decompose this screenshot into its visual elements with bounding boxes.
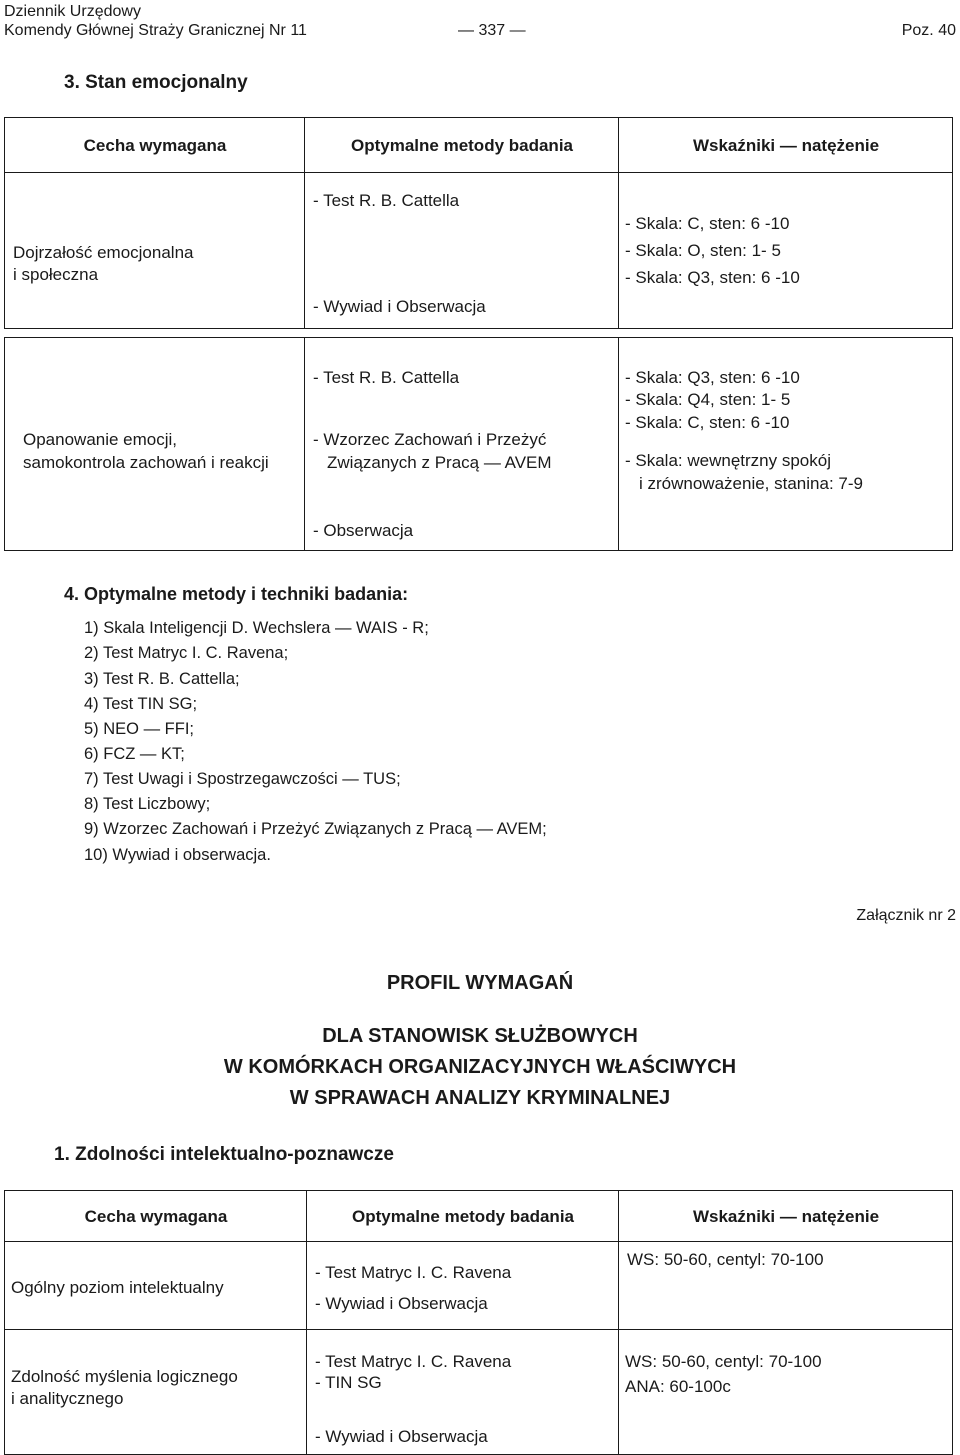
- method-item: - Wywiad i Obserwacja: [315, 1294, 488, 1313]
- list-item: 2) Test Matryc I. C. Ravena;: [84, 644, 289, 662]
- method-item: - Test R. B. Cattella: [313, 191, 460, 210]
- indicator-item: - Skala: Q3, sten: 6 -10: [625, 268, 800, 287]
- indicator-item: i zrównoważenie, stanina: 7-9: [639, 474, 863, 493]
- indicator-item: - Skala: C, sten: 6 -10: [625, 413, 790, 432]
- trait-label: i analitycznego: [11, 1389, 124, 1408]
- section-3-table: [4, 117, 953, 551]
- table-header-row: [5, 118, 953, 173]
- indicator-item: - Skala: Q4, sten: 1- 5: [625, 390, 791, 409]
- indicator-item: - Skala: Q3, sten: 6 -10: [625, 368, 800, 387]
- section-3-title: 3. Stan emocjonalny: [64, 72, 248, 93]
- list-item: 8) Test Liczbowy;: [84, 795, 211, 813]
- trait-label: Zdolność myślenia logicznego: [11, 1367, 238, 1386]
- trait-label: samokontrola zachowań i reakcji: [23, 453, 269, 472]
- trait-label: Opanowanie emocji,: [23, 430, 178, 449]
- list-item: 7) Test Uwagi i Spostrzegawczości — TUS;: [84, 770, 401, 788]
- document-subtitle: W KOMÓRKACH ORGANIZACYJNYCH WŁAŚCIWYCH: [223, 1056, 737, 1078]
- trait-label: Dojrzałość emocjonalna: [13, 243, 194, 262]
- method-item: - Obserwacja: [313, 521, 414, 540]
- list-item: 10) Wywiad i obserwacja.: [84, 846, 271, 864]
- document-subtitle: DLA STANOWISK SŁUŻBOWYCH: [322, 1025, 638, 1047]
- indicator-item: - Skala: wewnętrzny spokój: [625, 451, 831, 470]
- list-item: 1) Skala Inteligencji D. Wechslera — WAIS - R;: [84, 619, 429, 637]
- trait-label: i społeczna: [13, 265, 99, 284]
- trait-label: Ogólny poziom intelektualny: [11, 1278, 224, 1297]
- document-title: PROFIL WYMAGAŃ: [386, 972, 574, 994]
- indicator-item: - Skala: O, sten: 1- 5: [625, 241, 781, 260]
- section-1-table: [4, 1190, 953, 1455]
- indicator-item: - Skala: C, sten: 6 -10: [625, 214, 790, 233]
- indicator-item: WS: 50-60, centyl: 70-100: [627, 1250, 824, 1269]
- method-item: - Wywiad i Obserwacja: [315, 1427, 488, 1446]
- list-item: 6) FCZ — KT;: [84, 745, 185, 763]
- journal-name: Dziennik Urzędowy: [4, 3, 141, 20]
- table-header-row: [5, 1191, 953, 1242]
- method-item: - TIN SG: [315, 1373, 382, 1392]
- method-item: - Test R. B. Cattella: [313, 368, 460, 387]
- column-header: Optymalne metody badania: [351, 136, 573, 155]
- table-spacer-row: [5, 329, 953, 338]
- table-row: [5, 1242, 953, 1330]
- method-item: - Test Matryc I. C. Ravena: [315, 1263, 512, 1282]
- column-header: Optymalne metody badania: [352, 1207, 574, 1226]
- indicator-item: WS: 50-60, centyl: 70-100: [625, 1352, 822, 1371]
- indicator-item: ANA: 60-100c: [625, 1377, 731, 1396]
- column-header: Wskaźniki — natężenie: [692, 1207, 880, 1226]
- table-row: [5, 1330, 953, 1455]
- issuer-line: Komendy Głównej Straży Granicznej Nr 11: [4, 22, 307, 39]
- table-row: [5, 173, 953, 329]
- annex-label: Załącznik nr 2: [856, 907, 956, 924]
- table-row: [5, 338, 953, 551]
- list-item: 9) Wzorzec Zachowań i Przeżyć Związanych z Pracą — AVEM;: [84, 820, 547, 838]
- column-header: Wskaźniki — natężenie: [692, 136, 880, 155]
- column-header: Cecha wymagana: [83, 136, 227, 155]
- column-header: Cecha wymagana: [84, 1207, 228, 1226]
- page-number: — 337 —: [458, 22, 526, 39]
- section-4-title: 4. Optymalne metody i techniki badania:: [64, 584, 409, 604]
- position-number: Poz. 40: [901, 22, 956, 39]
- list-item: 5) NEO — FFI;: [84, 720, 195, 738]
- document-subtitle: W SPRAWACH ANALIZY KRYMINALNEJ: [289, 1087, 671, 1109]
- section-1-title: 1. Zdolności intelektualno-poznawcze: [54, 1144, 394, 1165]
- list-item: 4) Test TIN SG;: [84, 695, 198, 713]
- method-item: Związanych z Pracą — AVEM: [327, 453, 552, 472]
- list-item: 3) Test R. B. Cattella;: [84, 670, 240, 688]
- method-item: - Test Matryc I. C. Ravena: [315, 1352, 512, 1371]
- method-item: - Wywiad i Obserwacja: [313, 297, 486, 316]
- method-item: - Wzorzec Zachowań i Przeżyć: [313, 430, 547, 449]
